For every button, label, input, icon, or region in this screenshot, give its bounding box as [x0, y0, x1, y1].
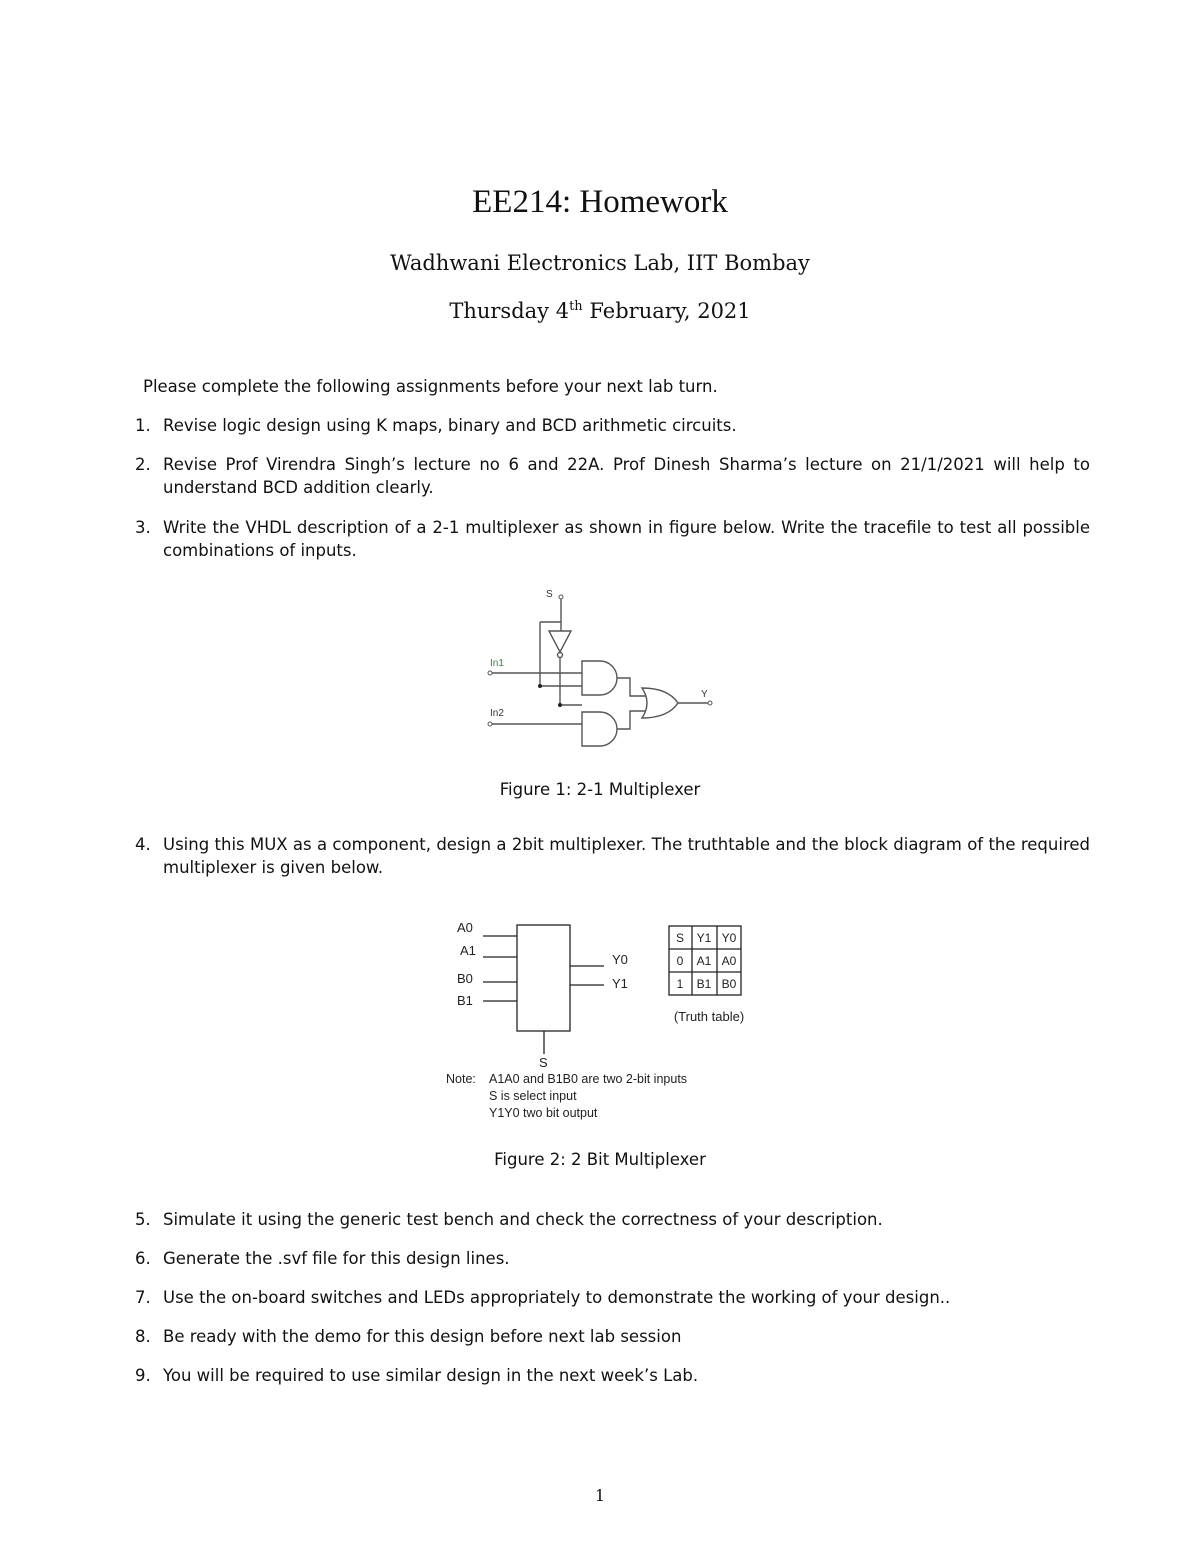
page-number: 1 [594, 1486, 606, 1505]
date-superscript: th [569, 299, 583, 314]
label-y: Y [701, 689, 708, 700]
list-item-text: Revise Prof Virendra Singh’s lecture no 6 and 22A. Prof Dinesh Sharma’s lecture on 21/1/2021 will help to understand BCD addition clearly. [163, 455, 1090, 497]
truth-table-header: Y1 [696, 931, 712, 945]
figure-1-caption: Figure 1: 2-1 Multiplexer [499, 780, 701, 799]
list-item [135, 1325, 1090, 1348]
truth-table-cell: B1 [696, 977, 712, 991]
list-item-text: Revise logic design using K maps, binary and BCD arithmetic circuits. [163, 416, 737, 435]
truth-table-cell: 0 [676, 954, 684, 968]
list-item [135, 414, 1090, 437]
list-item [135, 516, 1090, 562]
date-prefix: Thursday 4 [449, 299, 570, 323]
output-label: Y0 [612, 952, 628, 967]
label-in1: In1 [490, 658, 504, 669]
list-item-text: Using this MUX as a component, design a 2bit multiplexer. The truthtable and the block diagram of the required multiplexer is given below. [163, 835, 1090, 877]
list-item-number: 4. [135, 835, 151, 854]
output-label: Y1 [612, 976, 628, 991]
truth-table-cell: A0 [721, 954, 737, 968]
list-item-text: Be ready with the demo for this design before next lab session [163, 1327, 682, 1346]
list-item-text: Use the on-board switches and LEDs appropriately to demonstrate the working of your design.. [163, 1288, 951, 1307]
figure-2-block-diagram [440, 915, 770, 1125]
list-item [135, 1247, 1090, 1270]
note-line: S is select input [489, 1089, 577, 1103]
document-title: EE214: Homework [472, 184, 728, 220]
list-item [135, 1286, 1090, 1309]
list-item [135, 1208, 1090, 1231]
date-suffix: February, 2021 [582, 299, 751, 323]
figure-2-caption: Figure 2: 2 Bit Multiplexer [494, 1150, 706, 1169]
list-item-text: Generate the .svf file for this design lines. [163, 1249, 510, 1268]
input-label: B1 [457, 993, 473, 1008]
truth-table-cell: 1 [676, 977, 684, 991]
truth-table-label: (Truth table) [673, 1009, 745, 1024]
list-item [135, 453, 1090, 499]
note-line: A1A0 and B1B0 are two 2-bit inputs [489, 1072, 688, 1086]
list-item-text: You will be required to use similar design in the next week’s Lab. [163, 1366, 699, 1385]
note-line: Y1Y0 two bit output [489, 1106, 598, 1120]
list-item-number: 3. [135, 518, 151, 537]
label-in2: In2 [490, 708, 504, 719]
list-item-number: 2. [135, 455, 151, 474]
list-item [135, 1364, 1090, 1387]
truth-table-cell: A1 [696, 954, 712, 968]
list-item-number: 1. [135, 416, 151, 435]
input-label: A1 [460, 943, 476, 958]
document-author: Wadhwani Electronics Lab, IIT Bombay [390, 251, 810, 275]
input-label: A0 [457, 920, 473, 935]
input-label: B0 [457, 971, 473, 986]
select-label: S [539, 1055, 548, 1070]
note-label: Note: [446, 1072, 476, 1086]
list-item [135, 833, 1090, 879]
label-s: S [546, 589, 553, 600]
intro-paragraph: Please complete the following assignments before your next lab turn. [143, 377, 718, 396]
list-item-text: Simulate it using the generic test bench and check the correctness of your description. [163, 1210, 883, 1229]
truth-table-header: S [675, 931, 685, 945]
document-date [0, 299, 1200, 323]
truth-table-cell: B0 [721, 977, 737, 991]
truth-table-header: Y0 [721, 931, 737, 945]
list-item-text: Write the VHDL description of a 2-1 multiplexer as shown in figure below. Write the tracefile to test all possible combinations of inputs. [163, 518, 1090, 560]
list-item-number: 9. [135, 1366, 151, 1385]
list-item-number: 8. [135, 1327, 151, 1346]
list-item-number: 6. [135, 1249, 151, 1268]
figure-1-mux-schematic [470, 580, 740, 750]
list-item-number: 5. [135, 1210, 151, 1229]
list-item-number: 7. [135, 1288, 151, 1307]
